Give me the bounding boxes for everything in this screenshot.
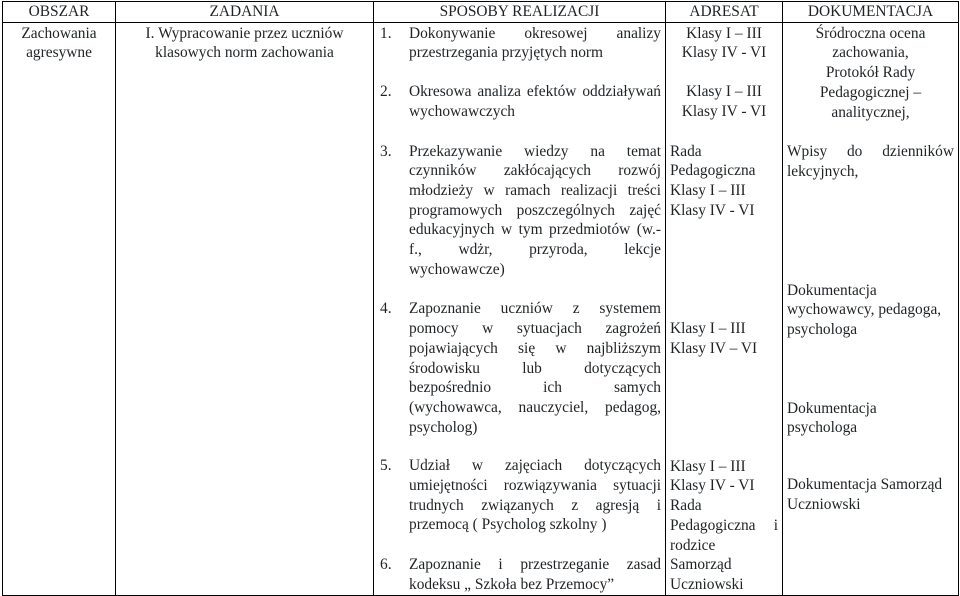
- method-item-6: [380, 555, 661, 594]
- spacer: [787, 122, 954, 142]
- dok-line: Dokumentacja wychowawcy, pedagoga, psychologa: [787, 281, 942, 339]
- spacer: [670, 220, 778, 319]
- method-text: Zapoznanie i przestrzeganie zasad kodeksu „ Szkoła bez Przemocy”: [409, 556, 661, 593]
- method-number: 2.: [380, 83, 392, 101]
- adresat-line: Klasy IV - VI: [681, 102, 767, 120]
- spacer: [378, 535, 661, 555]
- method-item-5: [380, 456, 661, 535]
- spacer: [787, 182, 954, 281]
- header-adresat: ADRESAT: [666, 2, 783, 23]
- adresat-line: Klasy I – III: [670, 457, 746, 475]
- adresat-cell: [666, 22, 783, 595]
- method-number: 6.: [380, 556, 392, 574]
- method-number: 4.: [380, 300, 392, 318]
- adresat-line: Klasy I – III: [670, 181, 746, 199]
- adresat-line: Klasy IV - VI: [681, 44, 767, 62]
- adresat-line: Klasy I – III: [686, 83, 762, 101]
- adresat-line: Klasy IV - VI: [670, 201, 755, 219]
- adresat-line: Klasy IV - VI: [670, 477, 755, 495]
- header-obszar: OBSZAR: [3, 2, 116, 23]
- dok-line: Dokumentacja psychologa: [787, 399, 877, 437]
- method-text: Dokonywanie okresowej analizy przestrzegania przyjętych norm: [409, 24, 661, 62]
- method-item-3: [380, 142, 661, 280]
- adresat-line: Klasy IV – VI: [670, 340, 758, 358]
- spacer: [787, 340, 954, 399]
- adresat-line: Rada Pedagogiczna: [670, 142, 756, 180]
- method-item-1: [380, 24, 661, 63]
- method-text: Okresowa analiza efektów oddziaływań wychowawczych: [409, 83, 661, 120]
- spacer: [378, 63, 661, 82]
- adresat-line: Klasy I – III: [670, 320, 746, 338]
- spacer: [378, 279, 661, 299]
- header-zadania: ZADANIA: [116, 2, 374, 23]
- spacer: [378, 122, 661, 142]
- dok-line: Protokół Rady Pedagogicznej – analitycznej,: [819, 64, 922, 121]
- obszar-cell: Zachowania agresywne: [3, 22, 116, 595]
- spacer: [670, 122, 778, 142]
- spacer: [670, 359, 778, 457]
- method-number: 3.: [380, 142, 392, 160]
- table-row: [3, 22, 959, 595]
- sposoby-cell: [374, 22, 666, 595]
- dok-line: Wpisy do dzienników lekcyjnych,: [787, 143, 954, 180]
- header-sposoby: SPOSOBY REALIZACJI: [374, 2, 666, 23]
- spacer: [378, 437, 661, 456]
- method-number: 5.: [380, 457, 392, 475]
- zadanie-cell: I. Wypracowanie przez uczniów klasowych norm zachowania: [116, 22, 374, 595]
- header-dokumentacja: DOKUMENTACJA: [783, 2, 959, 23]
- dok-line: Dokumentacja Samorząd Uczniowski: [787, 476, 943, 513]
- method-number: 1.: [380, 24, 392, 42]
- spacer: [787, 438, 954, 475]
- method-text: Przekazywanie wiedzy na temat czynników zakłócających rozwój młodzieży w ramach realizacji treści programowych poszczególnych zajęć edukacyjnych w tym przedmiotów (w.-f., wdżr, przyroda, lekcje wychowawcze): [409, 142, 661, 278]
- header-row: [3, 2, 959, 23]
- method-item-4: [380, 299, 661, 437]
- method-item-2: [380, 82, 661, 121]
- adresat-line: Samorząd Uczniowski: [670, 556, 744, 593]
- method-text: Zapoznanie uczniów z systemem pomocy w sytuacjach zagrożeń pojawiających się w najbliższym środowisku lub dotyczących bezpośrednio ich samych (wychowawca, nauczyciel, pedagog, psycholog): [409, 300, 661, 436]
- dok-line: Śródroczna ocena zachowania,: [815, 24, 926, 62]
- method-text: Udział w zajęciach dotyczących umiejętności rozwiązywania sytuacji trudnych związanych z agresją i przemocą ( Psycholog szkolny ): [409, 457, 661, 534]
- dokumentacja-cell: [783, 22, 959, 595]
- spacer: [670, 63, 778, 82]
- adresat-line: Klasy I – III: [686, 24, 762, 42]
- adresat-line: Rada Pedagogiczna i rodzice: [670, 497, 778, 554]
- program-table: [2, 1, 959, 596]
